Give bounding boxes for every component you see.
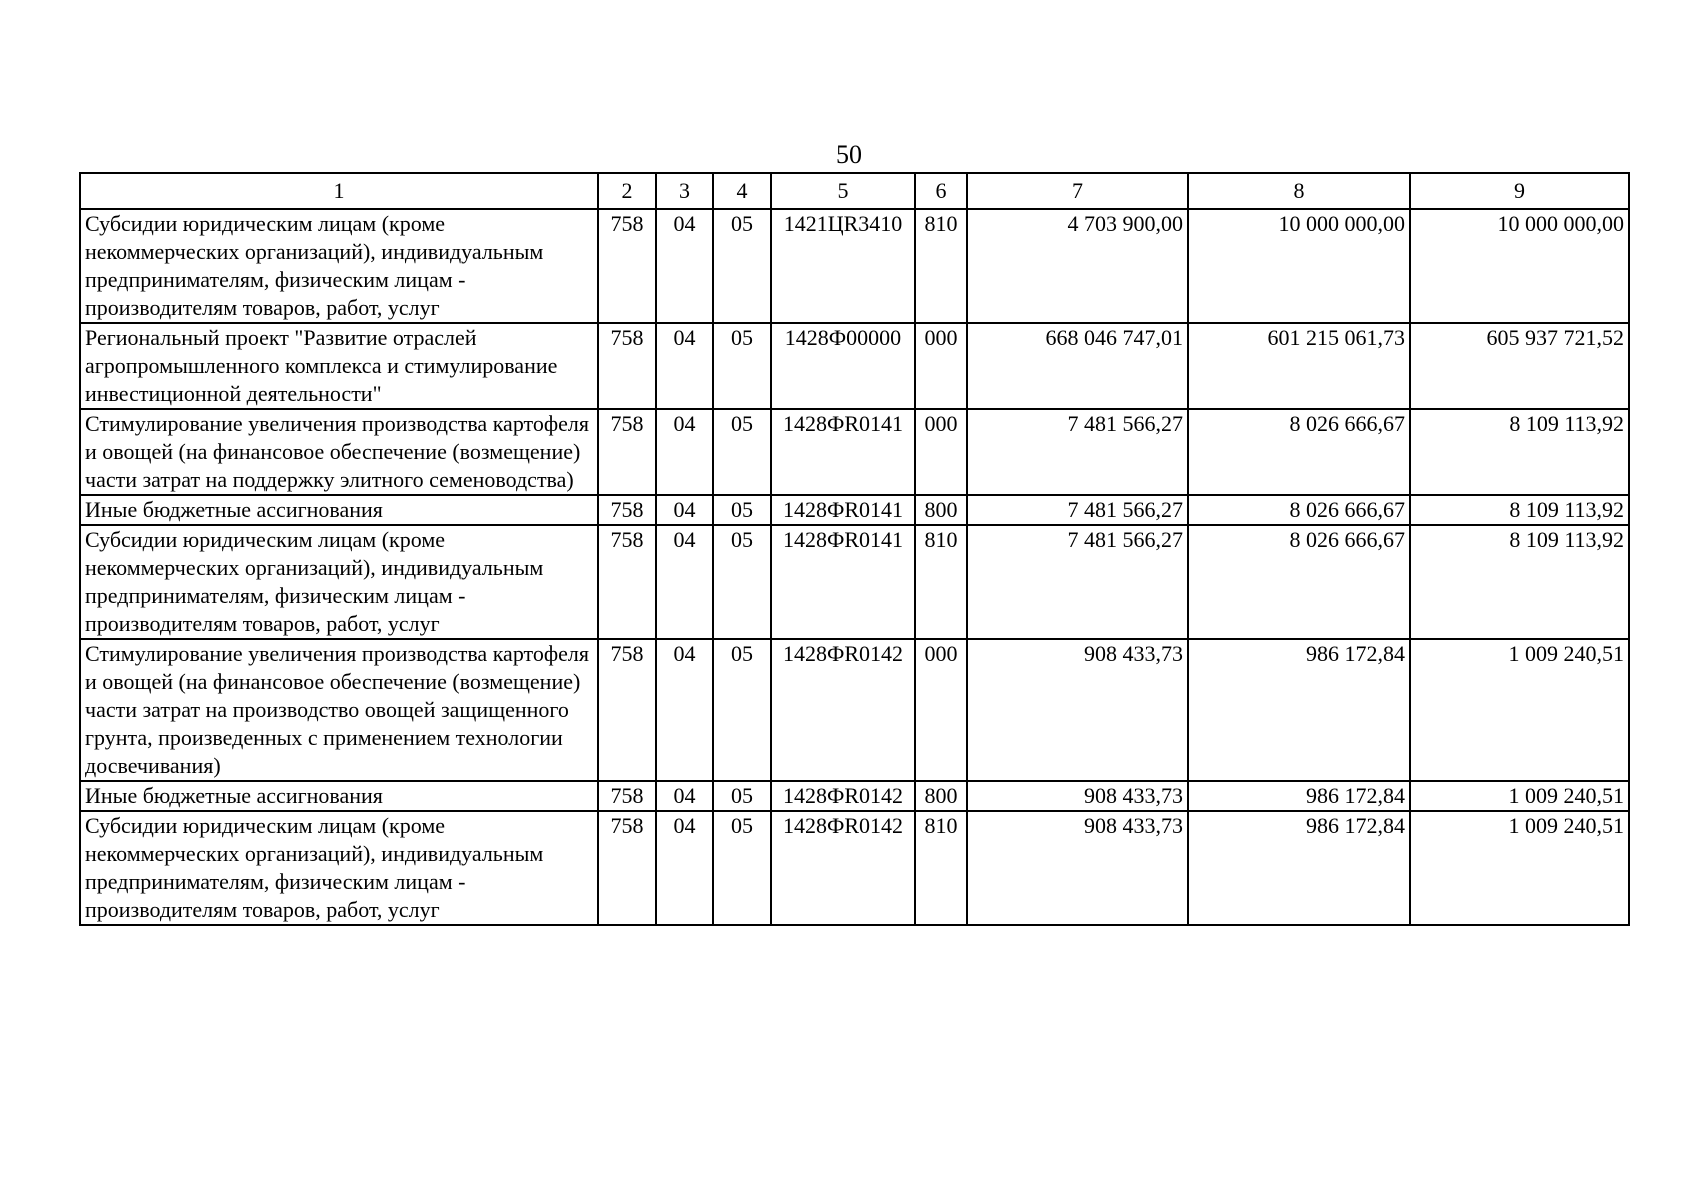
row-col-5: 1428ФR0142 — [771, 781, 915, 811]
row-col-3: 04 — [656, 639, 713, 781]
row-col-4: 05 — [713, 323, 771, 409]
row-col-3: 04 — [656, 781, 713, 811]
row-col-6: 810 — [915, 209, 967, 323]
row-col-7: 908 433,73 — [967, 639, 1188, 781]
row-col-5: 1428Ф00000 — [771, 323, 915, 409]
header-col-4: 4 — [713, 173, 771, 209]
row-col-5: 1428ФR0141 — [771, 495, 915, 525]
row-col-2: 758 — [598, 323, 656, 409]
row-col-5: 1421ЦR3410 — [771, 209, 915, 323]
table-row — [80, 525, 1629, 639]
row-col-2: 758 — [598, 639, 656, 781]
header-col-5: 5 — [771, 173, 915, 209]
row-col-4: 05 — [713, 209, 771, 323]
row-col-8: 10 000 000,00 — [1188, 209, 1410, 323]
header-col-8: 8 — [1188, 173, 1410, 209]
row-col-5: 1428ФR0141 — [771, 525, 915, 639]
table-header-row — [80, 173, 1629, 209]
header-col-9: 9 — [1410, 173, 1629, 209]
row-col-4: 05 — [713, 409, 771, 495]
row-col-6: 000 — [915, 323, 967, 409]
table-row — [80, 323, 1629, 409]
row-name: Субсидии юридическим лицам (кроме некоммерческих организаций), индивидуальным предпринимателям, физическим лицам - производителям товаров, работ, услуг — [80, 525, 598, 639]
row-name: Стимулирование увеличения производства картофеля и овощей (на финансовое обеспечение (возмещение) части затрат на поддержку элитного семеноводства) — [80, 409, 598, 495]
row-name: Иные бюджетные ассигнования — [80, 781, 598, 811]
row-col-2: 758 — [598, 495, 656, 525]
row-name: Субсидии юридическим лицам (кроме некоммерческих организаций), индивидуальным предпринимателям, физическим лицам - производителям товаров, работ, услуг — [80, 209, 598, 323]
row-name: Субсидии юридическим лицам (кроме некоммерческих организаций), индивидуальным предпринимателям, физическим лицам - производителям товаров, работ, услуг — [80, 811, 598, 925]
header-col-7: 7 — [967, 173, 1188, 209]
row-col-4: 05 — [713, 495, 771, 525]
table-row — [80, 209, 1629, 323]
row-col-9: 8 109 113,92 — [1410, 409, 1629, 495]
row-col-6: 000 — [915, 639, 967, 781]
row-col-6: 800 — [915, 781, 967, 811]
row-col-9: 8 109 113,92 — [1410, 525, 1629, 639]
row-col-6: 000 — [915, 409, 967, 495]
row-name: Региональный проект "Развитие отраслей агропромышленного комплекса и стимулирование инвестиционной деятельности" — [80, 323, 598, 409]
row-col-2: 758 — [598, 409, 656, 495]
row-col-3: 04 — [656, 323, 713, 409]
row-col-2: 758 — [598, 781, 656, 811]
row-name: Стимулирование увеличения производства картофеля и овощей (на финансовое обеспечение (возмещение) части затрат на производство овощей защищенного грунта, произведенных с применением технологии досвечивания) — [80, 639, 598, 781]
header-col-6: 6 — [915, 173, 967, 209]
row-col-3: 04 — [656, 209, 713, 323]
row-col-7: 7 481 566,27 — [967, 409, 1188, 495]
header-col-1: 1 — [80, 173, 598, 209]
row-col-8: 8 026 666,67 — [1188, 409, 1410, 495]
row-col-3: 04 — [656, 811, 713, 925]
row-col-9: 10 000 000,00 — [1410, 209, 1629, 323]
row-col-7: 908 433,73 — [967, 811, 1188, 925]
row-col-3: 04 — [656, 525, 713, 639]
row-col-8: 986 172,84 — [1188, 639, 1410, 781]
row-col-8: 986 172,84 — [1188, 811, 1410, 925]
row-col-9: 1 009 240,51 — [1410, 639, 1629, 781]
row-col-9: 605 937 721,52 — [1410, 323, 1629, 409]
row-col-8: 8 026 666,67 — [1188, 495, 1410, 525]
table-row — [80, 781, 1629, 811]
row-col-2: 758 — [598, 811, 656, 925]
row-col-9: 1 009 240,51 — [1410, 811, 1629, 925]
row-col-2: 758 — [598, 209, 656, 323]
table-row — [80, 409, 1629, 495]
row-col-4: 05 — [713, 525, 771, 639]
row-col-6: 800 — [915, 495, 967, 525]
table-row — [80, 639, 1629, 781]
row-col-5: 1428ФR0141 — [771, 409, 915, 495]
row-col-4: 05 — [713, 639, 771, 781]
header-col-3: 3 — [656, 173, 713, 209]
row-col-6: 810 — [915, 811, 967, 925]
row-col-2: 758 — [598, 525, 656, 639]
row-name: Иные бюджетные ассигнования — [80, 495, 598, 525]
row-col-4: 05 — [713, 781, 771, 811]
row-col-7: 4 703 900,00 — [967, 209, 1188, 323]
row-col-3: 04 — [656, 409, 713, 495]
row-col-5: 1428ФR0142 — [771, 811, 915, 925]
budget-table — [79, 172, 1630, 926]
row-col-4: 05 — [713, 811, 771, 925]
row-col-7: 7 481 566,27 — [967, 525, 1188, 639]
row-col-9: 8 109 113,92 — [1410, 495, 1629, 525]
header-col-2: 2 — [598, 173, 656, 209]
table-row — [80, 495, 1629, 525]
row-col-9: 1 009 240,51 — [1410, 781, 1629, 811]
row-col-7: 908 433,73 — [967, 781, 1188, 811]
row-col-7: 668 046 747,01 — [967, 323, 1188, 409]
row-col-6: 810 — [915, 525, 967, 639]
row-col-3: 04 — [656, 495, 713, 525]
row-col-8: 601 215 061,73 — [1188, 323, 1410, 409]
row-col-5: 1428ФR0142 — [771, 639, 915, 781]
row-col-8: 8 026 666,67 — [1188, 525, 1410, 639]
row-col-8: 986 172,84 — [1188, 781, 1410, 811]
table-row — [80, 811, 1629, 925]
row-col-7: 7 481 566,27 — [967, 495, 1188, 525]
page-number: 50 — [836, 140, 862, 169]
